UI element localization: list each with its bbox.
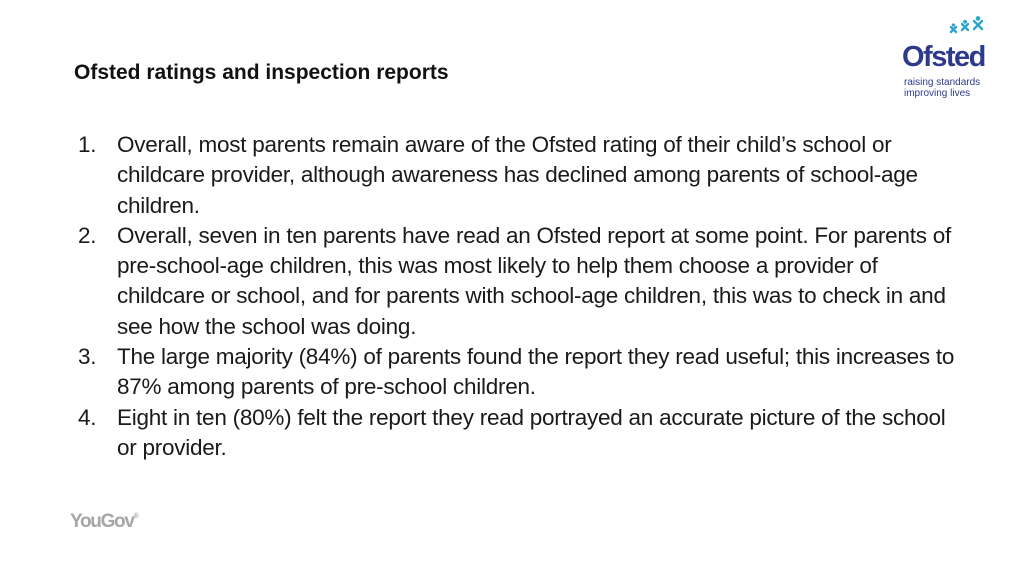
- finding-text: The large majority (84%) of parents found the report they read useful; this increases to 87% among parents of pre-school children.: [117, 344, 955, 400]
- ofsted-tagline: [904, 77, 980, 99]
- finding-text: Overall, seven in ten parents have read an Ofsted report at some point. For parents of pre-school-age children, this was most likely to help them choose a provider of childcare or school, and for parents with school-age children, this was to check in and see how the school was doing.: [117, 222, 951, 339]
- yougov-logo: [70, 511, 139, 533]
- finding-item: [78, 130, 958, 221]
- finding-number: 2.: [78, 222, 97, 248]
- yougov-registered-mark: ®: [133, 513, 139, 520]
- ofsted-wordmark: Ofsted: [902, 41, 985, 73]
- findings-list: [78, 130, 958, 463]
- finding-item: [78, 221, 958, 342]
- finding-number: 3.: [78, 344, 97, 370]
- ofsted-tagline-line2: improving lives: [904, 88, 971, 99]
- finding-number: 4.: [78, 404, 97, 430]
- ofsted-logo: [900, 16, 995, 99]
- finding-item: [78, 342, 958, 403]
- finding-item: [78, 403, 958, 464]
- finding-text: Eight in ten (80%) felt the report they read portrayed an accurate picture of the school or provider.: [117, 404, 946, 460]
- ofsted-tagline-line1: raising standards: [904, 77, 981, 88]
- yougov-wordmark: YouGov: [70, 511, 134, 532]
- finding-text: Overall, most parents remain aware of the Ofsted rating of their child’s school or childcare provider, although awareness has declined among parents of school-age children.: [117, 132, 918, 218]
- slide-title: Ofsted ratings and inspection reports: [74, 61, 449, 84]
- finding-number: 1.: [78, 132, 97, 157]
